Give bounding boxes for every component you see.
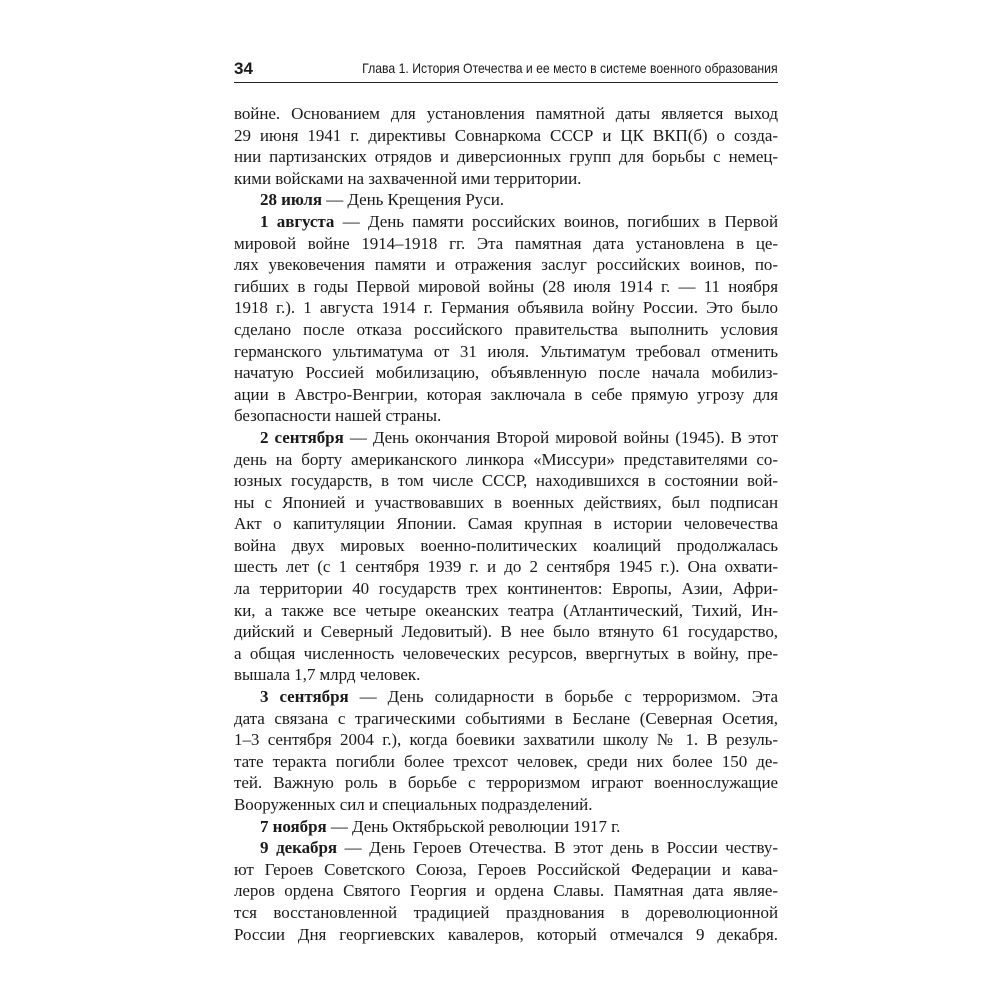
paragraph-3-september [234,686,778,816]
text-line: шесть лет (с 1 сентября 1939 г. и до 2 сентября 1945 г.). Она охвати- [234,557,778,577]
text-line [234,686,778,708]
text-line: а общая численность человеческих ресурсов, ввергнутых в войну, пре- [234,643,778,663]
text-line [234,211,778,233]
text-line: тся восстановленной традицией празднования в дореволюционной [234,902,778,922]
text-line: дата связана с трагическими событиями в Беслане (Северная Осетия, [234,708,778,728]
text-line: юзных государств, в том числе СССР, находившихся в состоянии вой- [234,471,778,491]
text-line: ют Героев Советского Союза, Героев Российской Федерации и кава- [234,859,778,879]
date-term: 7 ноября [260,816,327,836]
text-line [234,816,778,838]
paragraph-28-july [234,189,778,211]
text-line: Вооруженных сил и специальных подразделений. [234,795,593,814]
text-line: леров ордена Святого Георгия и ордена Славы. Памятная дата являе- [234,881,778,901]
text-line: мировой войне 1914–1918 гг. Эта памятная дата установлена в це- [234,233,778,253]
text-line: германского ультиматума от 31 июля. Ультиматум требовал отменить [234,341,778,361]
date-term: 28 июля [260,190,322,210]
paragraph-intro [234,103,778,189]
page-header [234,56,778,83]
line-text: — День Крещения Руси. [322,190,504,210]
text-line [234,189,778,211]
text-line: сделано после отказа российского правительства выполнить условия [234,319,778,339]
text-line: 1–3 сентября 2004 г.), когда боевики захватили школу № 1. В резуль- [234,730,778,750]
text-line: 29 июня 1941 г. директивы Совнаркома СССР и ЦК ВКП(б) о созда- [234,125,778,145]
text-line: вышала 1,7 млрд человек. [234,665,421,685]
text-line: тате теракта погибли более трехсот человек, среди них более 150 де- [234,751,778,771]
text-line: лях увековечения памяти и отражения заслуг российских воинов, по- [234,255,778,275]
text-line [234,837,778,859]
paragraph-7-november [234,816,778,838]
text-line: России Дня георгиевских кавалеров, который отмечался 9 декабря. [234,924,778,944]
page-number: 34 [234,59,253,78]
date-term: 1 августа [260,211,335,231]
text-line: война двух мировых военно-политических коалиций продолжалась [234,535,778,555]
date-term: 2 сентября [260,427,344,447]
text-line: нии партизанских отрядов и диверсионных групп для борьбы с немец- [234,147,778,167]
text-line: день на борту американского линкора «Миссури» представителями со- [234,449,778,469]
text-line: войне. Основанием для установления памятной даты является выход [234,104,778,123]
text-line: гибших в годы Первой мировой войны (28 июля 1914 г. — 11 ноября [234,276,778,296]
text-line: безопасности нашей страны. [234,406,442,426]
body-text [234,103,778,945]
running-head: Глава 1. История Отечества и ее место в системе военного образования [362,61,778,76]
paragraph-1-august [234,211,778,427]
text-line: ны с Японией и участвовавших в военных действиях, был подписан [234,492,778,512]
line-text: — День Октябрьской революции 1917 г. [326,816,621,836]
text-line: ации в Австро-Венгрии, которая заключала в себе прямую угрозу для [234,384,778,404]
date-term: 9 декабря [260,838,338,858]
date-term: 3 сентября [260,687,349,707]
text-line: тей. Важную роль в борьбе с терроризмом играют военнослужащие [234,773,778,793]
paragraph-2-september [234,427,778,686]
text-line: Акт о капитуляции Японии. Самая крупная в истории человечества [234,514,778,534]
text-line [234,427,778,449]
text-line: кими войсками на захваченной ими территории. [234,168,582,188]
text-line: ки, а также все четыре океанских театра (Атлантический, Тихий, Ин- [234,600,778,620]
line-text: — День Героев Отечества. В этот день в России честву- [337,838,778,858]
text-line: начатую Россией мобилизацию, объявленную после начала мобилиз- [234,363,778,383]
text-line: ла территории 40 государств трех континентов: Европы, Азии, Афри- [234,579,778,599]
paragraph-9-december [234,837,778,945]
line-text: — День памяти российских воинов, погибших в Первой [334,211,778,231]
line-text: — День окончания Второй мировой войны (1945). В этот [343,427,778,447]
text-line: 1918 г.). 1 августа 1914 г. Германия объявила войну России. Это было [234,298,778,318]
line-text: — День солидарности в борьбе с терроризмом. Эта [348,687,778,707]
text-line: дийский и Северный Ледовитый). В нее было втянуто 61 государство, [234,622,778,642]
book-page [234,56,778,945]
